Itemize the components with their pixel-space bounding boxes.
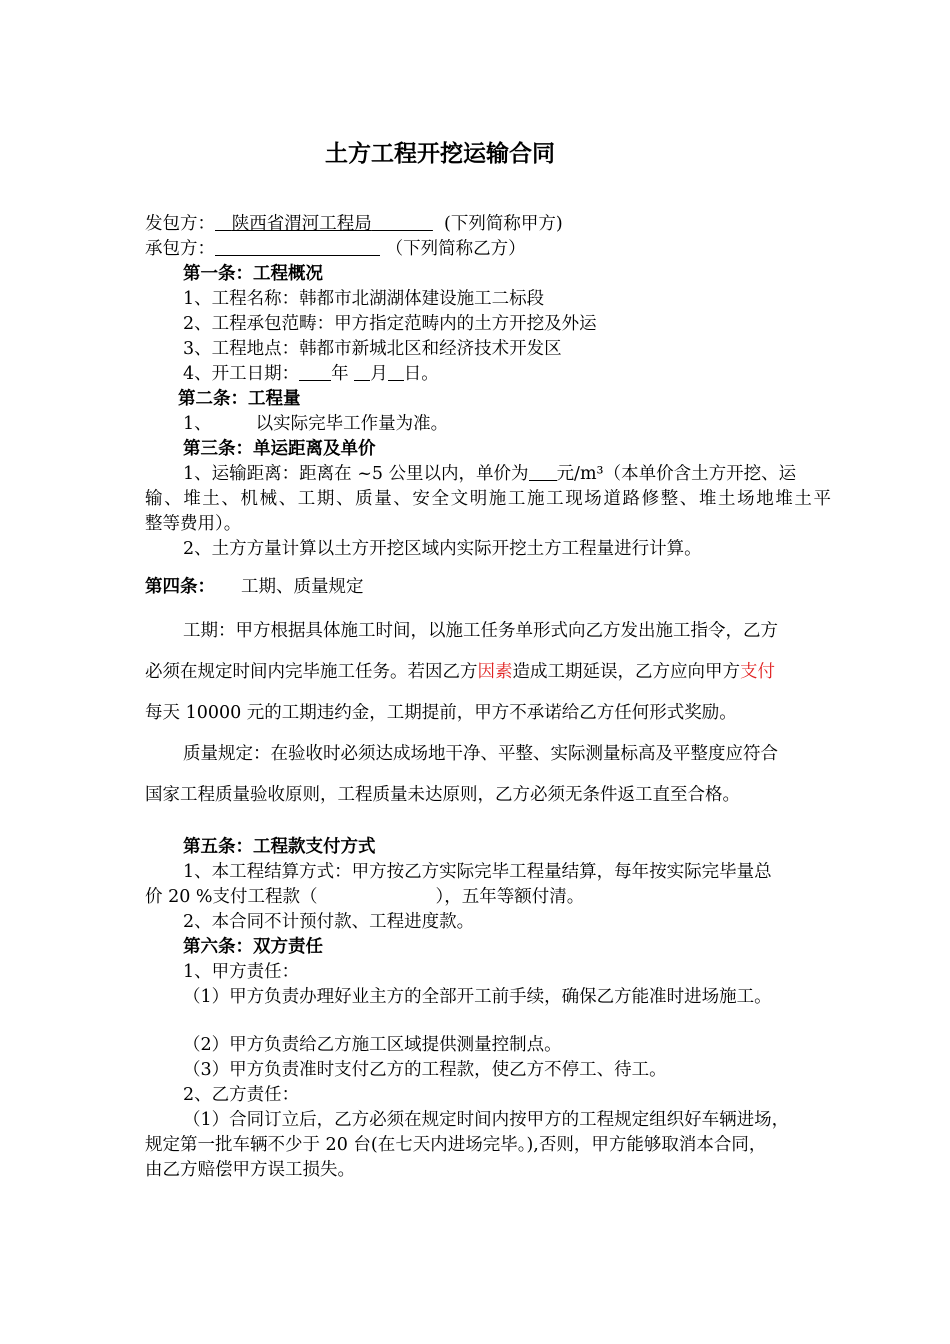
art4-heading-line [145, 575, 364, 599]
contractor-note: （下列简称乙方） [385, 239, 526, 259]
art6-heading: 第六条：双方责任 [183, 937, 323, 957]
contractor-label: 承包方： [145, 239, 215, 259]
art1-item1: 1、工程名称：韩都市北湖湖体建设施工二标段 [183, 289, 545, 309]
art4-quality-line1: 质量规定：在验收时必须达成场地干净、平整、实际测量标高及平整度应符合 [183, 744, 778, 764]
art5-item1-line1: 1、本工程结算方式：甲方按乙方实际完毕工程量结算，每年按实际完毕量总 [183, 862, 772, 882]
employer-line [145, 212, 563, 236]
art1-item4: 4、开工日期： 年 月 日。 [183, 364, 439, 384]
year-blank [299, 362, 331, 381]
art6-contractor-item1-line2: 规定第一批车辆不少于 20 台(在七天内进场完毕。),否则，甲方能够取消本合同， [145, 1135, 767, 1155]
employer-label: 发包方： [145, 214, 215, 234]
art6-contractor-item1-line1: （1）合同订立后，乙方必须在规定时间内按甲方的工程规定组织好车辆进场， [183, 1110, 790, 1130]
art3-item1-line1: 1、运输距离：距离在 ~5 公里以内，单价为 元/m³（本单价含土方开挖、运 [183, 464, 797, 484]
art4-heading: 第四条： [145, 577, 215, 597]
art6-employer-item3: （3）甲方负责准时支付乙方的工程款，使乙方不停工、待工。 [183, 1060, 667, 1080]
unit-price-blank [529, 462, 557, 481]
art5-heading: 第五条：工程款支付方式 [183, 837, 376, 857]
art6-employer-item1: （1）甲方负责办理好业主方的全部开工前手续，确保乙方能准时进场施工。 [183, 987, 772, 1007]
document-title: 土方工程开挖运输合同 [325, 141, 555, 167]
art6-employer-title: 1、甲方责任： [183, 962, 300, 982]
art1-heading: 第一条：工程概况 [183, 264, 323, 284]
art4-quality-line2: 国家工程质量验收原则，工程质量未达原则，乙方必须无条件返工直至合格。 [145, 785, 740, 805]
art1-item3: 3、工程地点：韩都市新城北区和经济技术开发区 [183, 339, 562, 359]
art6-contractor-item1-line3: 由乙方赔偿甲方误工损失。 [145, 1160, 355, 1180]
employer-name: 陕西省渭河工程局 [231, 214, 372, 234]
art2-item1: 1、 以实际完毕工作量为准。 [183, 414, 449, 434]
art4-schedule-line3: 每天 10000 元的工期违约金，工期提前，甲方不承诺给乙方任何形式奖励。 [145, 703, 737, 723]
art4-heading-text: 工期、质量规定 [241, 577, 364, 597]
art6-contractor-title: 2、乙方责任： [183, 1085, 300, 1105]
art6-employer-item2: （2）甲方负责给乙方施工区域提供测量控制点。 [183, 1035, 562, 1055]
art3-heading: 第三条：单运距离及单价 [183, 439, 376, 459]
highlight-text: 支付 [740, 662, 775, 682]
art4-schedule-line2: 必须在规定时间内完毕施工任务。若因乙方因素造成工期延误，乙方应向甲方支付 [145, 662, 775, 682]
employer-note: (下列简称甲方) [444, 214, 563, 234]
art1-item2: 2、工程承包范畴：甲方指定范畴内的土方开挖及外运 [183, 314, 597, 334]
art3-item1-line3: 整等费用）。 [145, 514, 242, 534]
art5-item2: 2、本合同不计预付款、工程进度款。 [183, 912, 475, 932]
contractor-line [145, 237, 526, 261]
month-blank [354, 362, 370, 381]
art2-heading: 第二条：工程量 [178, 389, 301, 409]
highlight-text: 因素 [477, 662, 513, 682]
day-blank [388, 362, 404, 381]
art5-item1-line2: 价 20 %支付工程款（ ），五年等额付清。 [145, 887, 585, 907]
art3-item2: 2、土方方量计算以土方开挖区域内实际开挖土方工程量进行计算。 [183, 539, 702, 559]
art3-item1-line2: 输、堆土、机械、工期、质量、安全文明施工施工现场道路修整、堆土场地堆土平 [145, 489, 831, 509]
art4-schedule-line1: 工期：甲方根据具体施工时间，以施工任务单形式向乙方发出施工指令，乙方 [183, 621, 778, 641]
contractor-name-blank [215, 237, 380, 256]
